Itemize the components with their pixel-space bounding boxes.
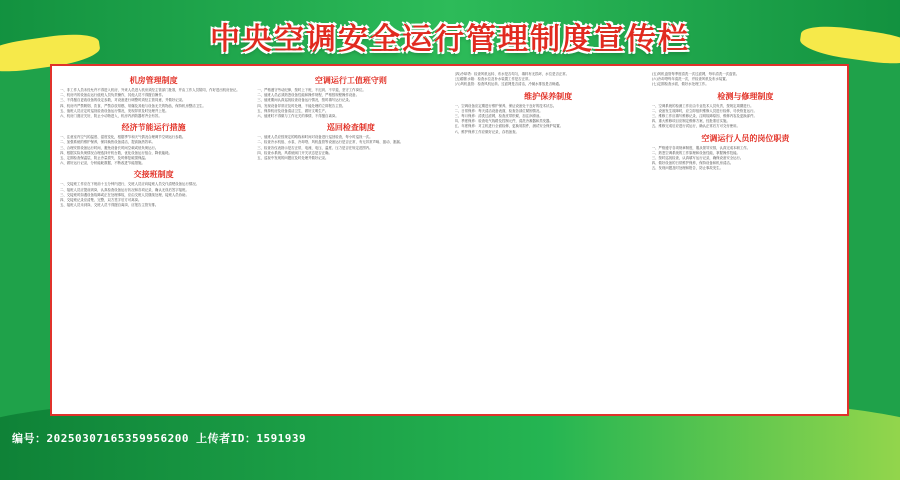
board-title: 中央空调安全运行管理制度宣传栏 — [210, 22, 690, 57]
section-paragraph: 一、值班人员应按规定的路线和时间对设备进行巡回检查，每小时巡视一次。 — [257, 135, 373, 140]
section-paragraph: 五、保持机房及设备清洁卫生，做好文明生产。 — [257, 108, 329, 113]
section-paragraph: 五、巡视中发现的问题应及时处理并做好记录。 — [257, 156, 329, 161]
section-paragraph: 五、接班人员未到岗，交班人员不得擅自离岗，应报告主管安排。 — [60, 203, 159, 208]
column-3 — [455, 72, 642, 408]
section-paragraph: (五)风机盘管每季度清洗一次过滤网，每年清洗一次盘管。 — [651, 72, 740, 76]
section-paragraph: 五、值班人员应定时巡视检查设备运行情况，发现异常及时处理并上报。 — [60, 108, 169, 113]
section-title: 交接班制度 — [133, 170, 174, 180]
section-paragraph: 六、机房门窗应关好，防止小动物进入，机房内消防器材齐全有效。 — [60, 114, 162, 119]
section-paragraph: 三、值班期间认真巡视检查设备运行情况，按时填写运行记录。 — [257, 98, 353, 103]
section-paragraph: 四、交接班记录应清楚、完整，双方签字后方可离岗。 — [60, 198, 142, 203]
section-paragraph: 五、定期检查保温层，防止冷量损失，及时修复破损保温。 — [60, 156, 149, 161]
section-paragraph: 三、合理安排设备运行时间，避免设备长时间空载或低负荷运行。 — [60, 145, 159, 150]
section-paragraph: 一、注意室内空气的温度、湿度变化，根据季节和天气情况合理调节空调运行参数。 — [60, 135, 186, 140]
section-title: 经济节能运行措施 — [121, 123, 186, 133]
section-title: 空调运行人员的岗位职责 — [701, 133, 790, 143]
section-title: 机房管理制度 — [129, 76, 178, 85]
section-paragraph: 三、按时巡视检查，认真填写运行记录，确保设备安全运行。 — [651, 156, 744, 161]
section-paragraph: (四)冷却塔：检查风机运转、布水是否均匀，填料有无损坏，水位是否正常。 — [454, 72, 570, 76]
section-title: 空调运行工值班守则 — [314, 76, 387, 85]
section-paragraph: 四、检查水系统、风系统阀门开关状态是否正确。 — [257, 150, 332, 155]
section-paragraph: 四、季度保养：检查电气线路及控制元件，清洗冷凝器和蒸发器。 — [454, 119, 553, 124]
section-paragraph: (六)冷却塔每年清洗一次，并检查风机及布水装置。 — [651, 77, 729, 82]
section-paragraph: 五、发现问题及时处理和报告，防止事故发生。 — [651, 166, 723, 171]
section-paragraph: 五、维修完成后应进行试运行，确认正常后方可交付使用。 — [651, 124, 740, 129]
section-paragraph: 四、重大维修项目应制定维修方案，经批准后实施。 — [651, 119, 730, 124]
section-paragraph: (七)定期检查水质，做好水处理工作。 — [651, 82, 709, 87]
section-paragraph: 二、值班人员必须熟悉设备性能和操作规程，严格按规程操作设备。 — [257, 93, 359, 98]
section-paragraph: 二、检查冷水机组、水泵、冷却塔、风机盘管等设备运行是否正常，有无异常声响、振动、泄漏。 — [257, 140, 404, 145]
section-paragraph: 一、非工作人员未经允许不得进入机房，外来人员进入机房须经主管部门批准，并由工作人员陪同，作好进出机房登记。 — [60, 88, 240, 92]
section-paragraph: (五)膨胀水箱：检查水位及补水装置工作是否正常。 — [454, 77, 532, 82]
section-paragraph: 四、机房内严禁吸烟、饮食，严禁存放易燃、易爆及其他与设备无关的物品，保持机房整洁卫生。 — [60, 103, 206, 108]
section-paragraph: 二、日常保养：每天清洁设备表面，检查各部位紧固情况。 — [454, 108, 543, 113]
section-paragraph: (六)风机盘管：检查风机运转、过滤网是否清洁，冷凝水排放是否畅通。 — [454, 82, 563, 87]
section-paragraph: 一、交接班工作应在下班前十五分钟内进行，交班人员应向接班人员交代清楚设备运行情况。 — [60, 182, 200, 187]
section-title: 维护保养制度 — [524, 91, 573, 101]
section-title: 巡回检查制度 — [326, 123, 375, 133]
watermark-id: 编号：20250307165359956200 上传者ID：1591939 — [12, 432, 307, 445]
section-paragraph: 二、接班人员应提前到岗，认真检查设备运行状况和各项记录，确认无误后签字接班。 — [60, 187, 189, 192]
section-paragraph: 三、每月保养：清洗过滤网，检查皮带松紧，加注润滑油。 — [454, 114, 543, 119]
section-title: 检测与修理制度 — [717, 91, 774, 101]
section-paragraph: 六、值班时不得做与工作无关的事情，不得擅自离岗。 — [257, 114, 339, 119]
section-paragraph: 四、根据实际负荷情况合理选择开机台数，优化设备运行组合，降低能耗。 — [60, 150, 172, 155]
section-paragraph: 四、做好设备的日常维护保养，保持设备和机房清洁。 — [651, 161, 734, 166]
section-paragraph: 三、不得擅自更改设备的设定参数，对设备进行调整时须经主管同意，并做好记录。 — [60, 98, 186, 103]
section-paragraph: 一、严格遵守各项规章制度，服从领导安排，认真完成本职工作。 — [651, 145, 751, 150]
section-paragraph: 三、交接班时如遇设备故障或正在处理事故，应由交班人员继续处理，接班人员协助。 — [60, 192, 189, 197]
section-paragraph: 三、维修工作应填写维修记录，注明故障原因、维修内容及更换部件。 — [651, 114, 757, 119]
section-paragraph: 六、维护保养工作应做好记录，存档备查。 — [454, 129, 519, 134]
section-paragraph: 一、空调系统的检测工作应由专业技术人员负责，按规定周期进行。 — [651, 103, 754, 108]
section-paragraph: 二、熟悉空调系统的工作原理和设备性能，掌握操作技能。 — [651, 150, 740, 155]
section-paragraph: 一、空调设备应定期进行维护保养，保证设备处于良好的技术状态。 — [454, 103, 557, 108]
section-paragraph: 二、加强系统的维护保养，保持换热设备清洁，提高换热效率。 — [60, 140, 155, 145]
section-paragraph: 五、年度保养：对主机进行全面检修，更换易损件，测试安全保护装置。 — [454, 124, 563, 129]
section-paragraph: 二、设备发生故障时，应立即组织维修人员进行检修，尽快恢复运行。 — [651, 108, 757, 113]
section-paragraph: 二、机房内的设备由运行值班人员负责操作，其他人员不得擅自操作。 — [60, 93, 166, 98]
column-4 — [652, 72, 839, 408]
column-2 — [257, 72, 444, 408]
content-panel — [50, 64, 849, 416]
column-1 — [60, 72, 247, 408]
section-paragraph: 一、严格遵守劳动纪律，按时上下班，不迟到、不早退，坚守工作岗位。 — [257, 88, 366, 92]
section-paragraph: 四、发现设备异常应及时处理，不能处理的立即报告主管。 — [257, 103, 346, 108]
section-paragraph: 六、做好运行记录，分析能耗数据，不断改进节能措施。 — [60, 161, 145, 166]
section-paragraph: 三、检查各仪表指示是否正常，电流、电压、温度、压力是否在规定范围内。 — [257, 145, 373, 150]
